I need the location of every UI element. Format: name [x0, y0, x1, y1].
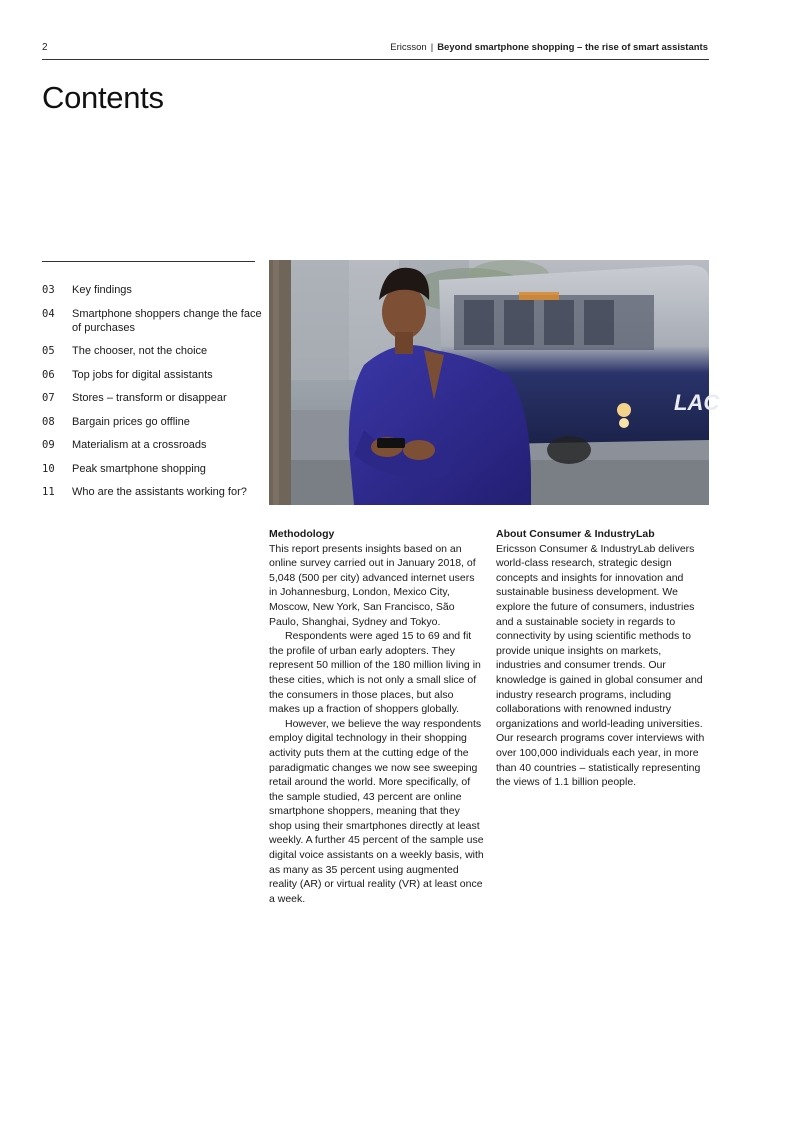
toc-page-number: 08	[42, 415, 55, 428]
methodology-paragraph: However, we believe the way respondents employ digital technology in their shopping activity puts them at the cutting edge of the paradigmatic changes we now see sweeping retail around the world. More specifically, of the sample studied, 43 percent are online smartphone shoppers, meaning that they shop using their smartphones directly at least weekly. A further 45 percent of the sample use digital voice assistants on a weekly basis, with as many as 35 percent using augmented reality (AR) or virtual reality (VR) at least once a week.	[269, 717, 484, 905]
toc-label: Key findings	[72, 284, 132, 296]
toc-label: Materialism at a crossroads	[72, 439, 207, 451]
toc-item[interactable]	[42, 344, 267, 358]
report-subtitle: Beyond smartphone shopping – the rise of smart assistants	[437, 42, 708, 53]
methodology-paragraph: Respondents were aged 15 to 69 and fit the profile of urban early adopters. They represent 50 million of the 180 million living in these cities, which is not only a small slice of the consumers in those places, but also makes up a fraction of shoppers globally.	[269, 630, 481, 716]
toc-item[interactable]	[42, 462, 267, 476]
toc-label: Who are the assistants working for?	[72, 486, 247, 498]
toc-page-number: 03	[42, 284, 55, 296]
toc-page-number: 11	[42, 486, 55, 498]
page-title: Contents	[42, 80, 164, 115]
header-rule	[42, 59, 709, 60]
toc-label: The chooser, not the choice	[72, 345, 208, 357]
methodology-section	[269, 527, 485, 906]
methodology-paragraph: This report presents insights based on an online survey carried out in January 2018, of 5,048 (500 per city) advanced internet users in Johannesburg, London, Mexico City, Moscow, New York, San Francisco, São Paulo, Shanghai, Sydney and Tokyo.	[269, 542, 476, 628]
bus-sign: LAC	[674, 390, 720, 415]
toc-page-number: 10	[42, 462, 55, 475]
toc-item[interactable]	[42, 368, 267, 382]
toc-label: Stores – transform or disappear	[72, 392, 227, 404]
about-heading: About Consumer & IndustryLab	[496, 528, 655, 540]
toc-rule	[42, 261, 255, 262]
toc-item[interactable]	[42, 438, 267, 452]
page-number: 2	[42, 42, 48, 53]
toc-item[interactable]	[42, 391, 267, 405]
toc-item[interactable]	[42, 307, 267, 335]
running-head	[390, 42, 708, 53]
toc-label: Peak smartphone shopping	[72, 462, 206, 475]
table-of-contents	[42, 283, 267, 509]
about-section	[496, 527, 709, 790]
cover-photo	[269, 260, 720, 505]
toc-label: Bargain prices go offline	[72, 415, 190, 428]
toc-label: Top jobs for digital assistants	[72, 368, 213, 381]
toc-label: Smartphone shoppers change the face of purchases	[72, 307, 262, 334]
header-separator: |	[430, 42, 434, 53]
toc-page-number: 07	[42, 392, 55, 404]
toc-page-number: 06	[42, 368, 55, 381]
toc-item[interactable]	[42, 283, 267, 297]
company-name: Ericsson	[390, 42, 427, 53]
about-body: Ericsson Consumer & IndustryLab delivers world-class research, strategic design concepts and insights for innovation and sustainable business development. We explore the future of consumers, industries and a sustainable society in regards to connectivity by using scientific methods to provide unique insights on markets, industries and consumer trends. Our knowledge is gained in global consumer and industry research programs, including collaborations with renowned industry organizations and world-leading universities. Our research programs cover interviews with over 100,000 individuals each year, in more than 40 countries – statistically representing the views of 1.1 billion people.	[496, 542, 705, 789]
toc-item[interactable]	[42, 415, 267, 429]
toc-page-number: 04	[42, 307, 55, 320]
toc-item[interactable]	[42, 485, 267, 499]
methodology-heading: Methodology	[269, 528, 335, 540]
toc-page-number: 09	[42, 439, 55, 451]
toc-page-number: 05	[42, 345, 55, 357]
